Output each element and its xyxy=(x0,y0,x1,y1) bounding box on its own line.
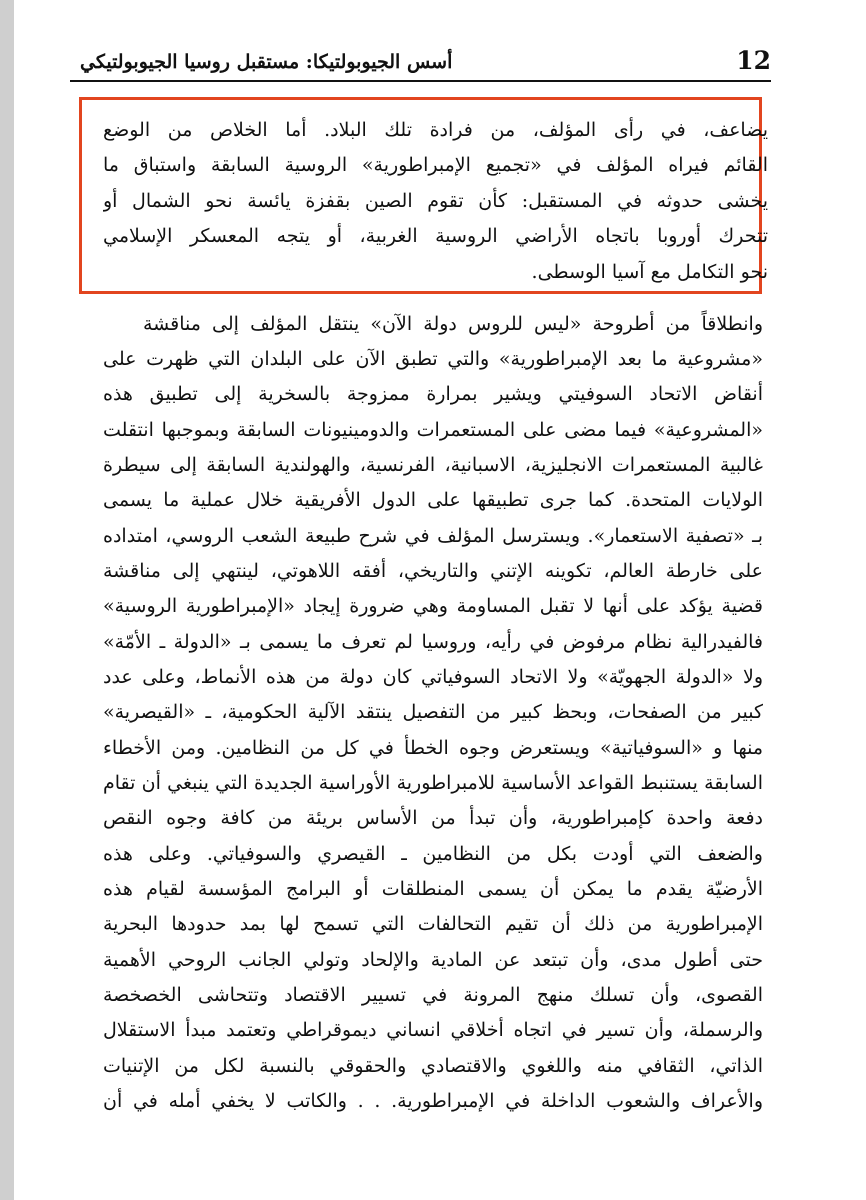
body-line: «مشروعية ما بعد الإمبراطورية» والتي تطبق الآن على البلدان التي ظهرت على xyxy=(103,348,763,370)
highlighted-line: نحو التكامل مع آسيا الوسطى. xyxy=(531,261,768,283)
body-line: قضية يؤكد على أنها لا تقبل المساومة وهي ضرورة إيجاد «الإمبراطورية الروسية» xyxy=(103,595,763,617)
scan-margin-bar xyxy=(0,0,14,1200)
body-line: الذاتي، الثقافي منه واللغوي والاقتصادي والحقوقي بالنسبة لكل من الإتنيات xyxy=(103,1055,763,1077)
body-line: فالفيدرالية نظام مرفوض في رأيه، وروسيا لم تعرف ما يسمى بـ «الدولة ـ الأمّة» xyxy=(103,631,763,653)
body-line: حتى أطول مدى، وأن تبتعد عن المادية والإلحاد وتولي الجانب الروحي الأهمية xyxy=(103,949,763,971)
body-line: الولايات المتحدة. كما جرى تطبيقها على الدول الأفريقية خلال عملية ما يسمى xyxy=(103,489,763,511)
body-line: والضعف التي أودت بكل من النظامين ـ القيصري والسوفياتي. وعلى هذه xyxy=(103,843,763,865)
body-line: والأعراف والشعوب الداخلة في الإمبراطورية. . . والكاتب لا يخفي أمله في أن xyxy=(103,1090,763,1112)
body-line: دفعة واحدة كإمبراطورية، وأن تبدأ من الأساس بريئة من كافة وجوه النقص xyxy=(103,807,763,829)
body-line: «المشروعية» فيما مضى على المستعمرات والدومينيونات السابقة وبموجبها انتقلت xyxy=(103,419,763,441)
body-line: منها و «السوفياتية» ويستعرض وجوه الخطأ في كل من النظامين. ومن الأخطاء xyxy=(103,737,763,759)
highlighted-line: القائم فيراه المؤلف في «تجميع الإمبراطورية» الروسية السابقة واستباق ما xyxy=(103,154,768,176)
body-line: كبير من الصفحات، وبحظ كبير من التفصيل ينتقد الآلية الحكومية، ـ «القيصرية» xyxy=(103,701,763,723)
running-title: أسس الجيوبولتيكا: مستقبل روسيا الجيوبولتيكي xyxy=(80,51,453,73)
page-header xyxy=(70,46,771,82)
body-line: السابقة يستنبط القواعد الأساسية للامبراطورية الأوراسية الجديدة التي ينبغي أن تقام xyxy=(103,772,763,794)
page-number: 12 xyxy=(736,46,771,75)
highlighted-line: تتحرك أوروبا باتجاه الأراضي الروسية الغربية، أو يتجه المعسكر الإسلامي xyxy=(103,225,768,247)
highlighted-line: يخشى حدوثه في المستقبل: كأن تقوم الصين بقفزة يائسة نحو الشمال أو xyxy=(103,190,768,212)
body-line: بـ «تصفية الاستعمار». ويسترسل المؤلف في شرح طبيعة الشعب الروسي، امتداده xyxy=(103,525,763,547)
highlighted-line: يضاعف، في رأى المؤلف، من فرادة تلك البلاد. أما الخلاص من الوضع xyxy=(103,119,768,141)
body-line: والرسملة، وأن تسير في اتجاه أخلاقي انساني ديموقراطي وتعتمد مبدأ الاستقلال xyxy=(103,1019,763,1041)
body-line: وانطلاقاً من أطروحة «ليس للروس دولة الآن» ينتقل المؤلف إلى مناقشة xyxy=(143,313,763,335)
body-line: الأرضيّة يقدم ما يمكن أن يسمى المنطلقات أو البرامج المؤسسة لقيام هذه xyxy=(103,878,763,900)
body-line: غالبية المستعمرات الانجليزية، الاسبانية، الفرنسية، والهولندية السابقة إلى سيطرة xyxy=(103,454,763,476)
body-line: أنقاض الاتحاد السوفيتي ويشير بمرارة ممزوجة بالسخرية إلى تطبيق هذه xyxy=(103,383,763,405)
body-line: على خارطة العالم، تكوينه الإتني والتاريخي، أفقه اللاهوتي، لينتهي إلى مناقشة xyxy=(103,560,763,582)
body-line: ولا «الدولة الجهويّة» ولا الاتحاد السوفياتي كان دولة من هذه الأنماط، وعلى عدد xyxy=(103,666,763,688)
body-line: الإمبراطورية من ذلك أن تقيم التحالفات التي تسمح لها بمد حدودها البحرية xyxy=(103,913,763,935)
body-line: القصوى، وأن تسلك منهج المرونة في تسيير الاقتصاد وتتحاشى الخصخصة xyxy=(103,984,763,1006)
